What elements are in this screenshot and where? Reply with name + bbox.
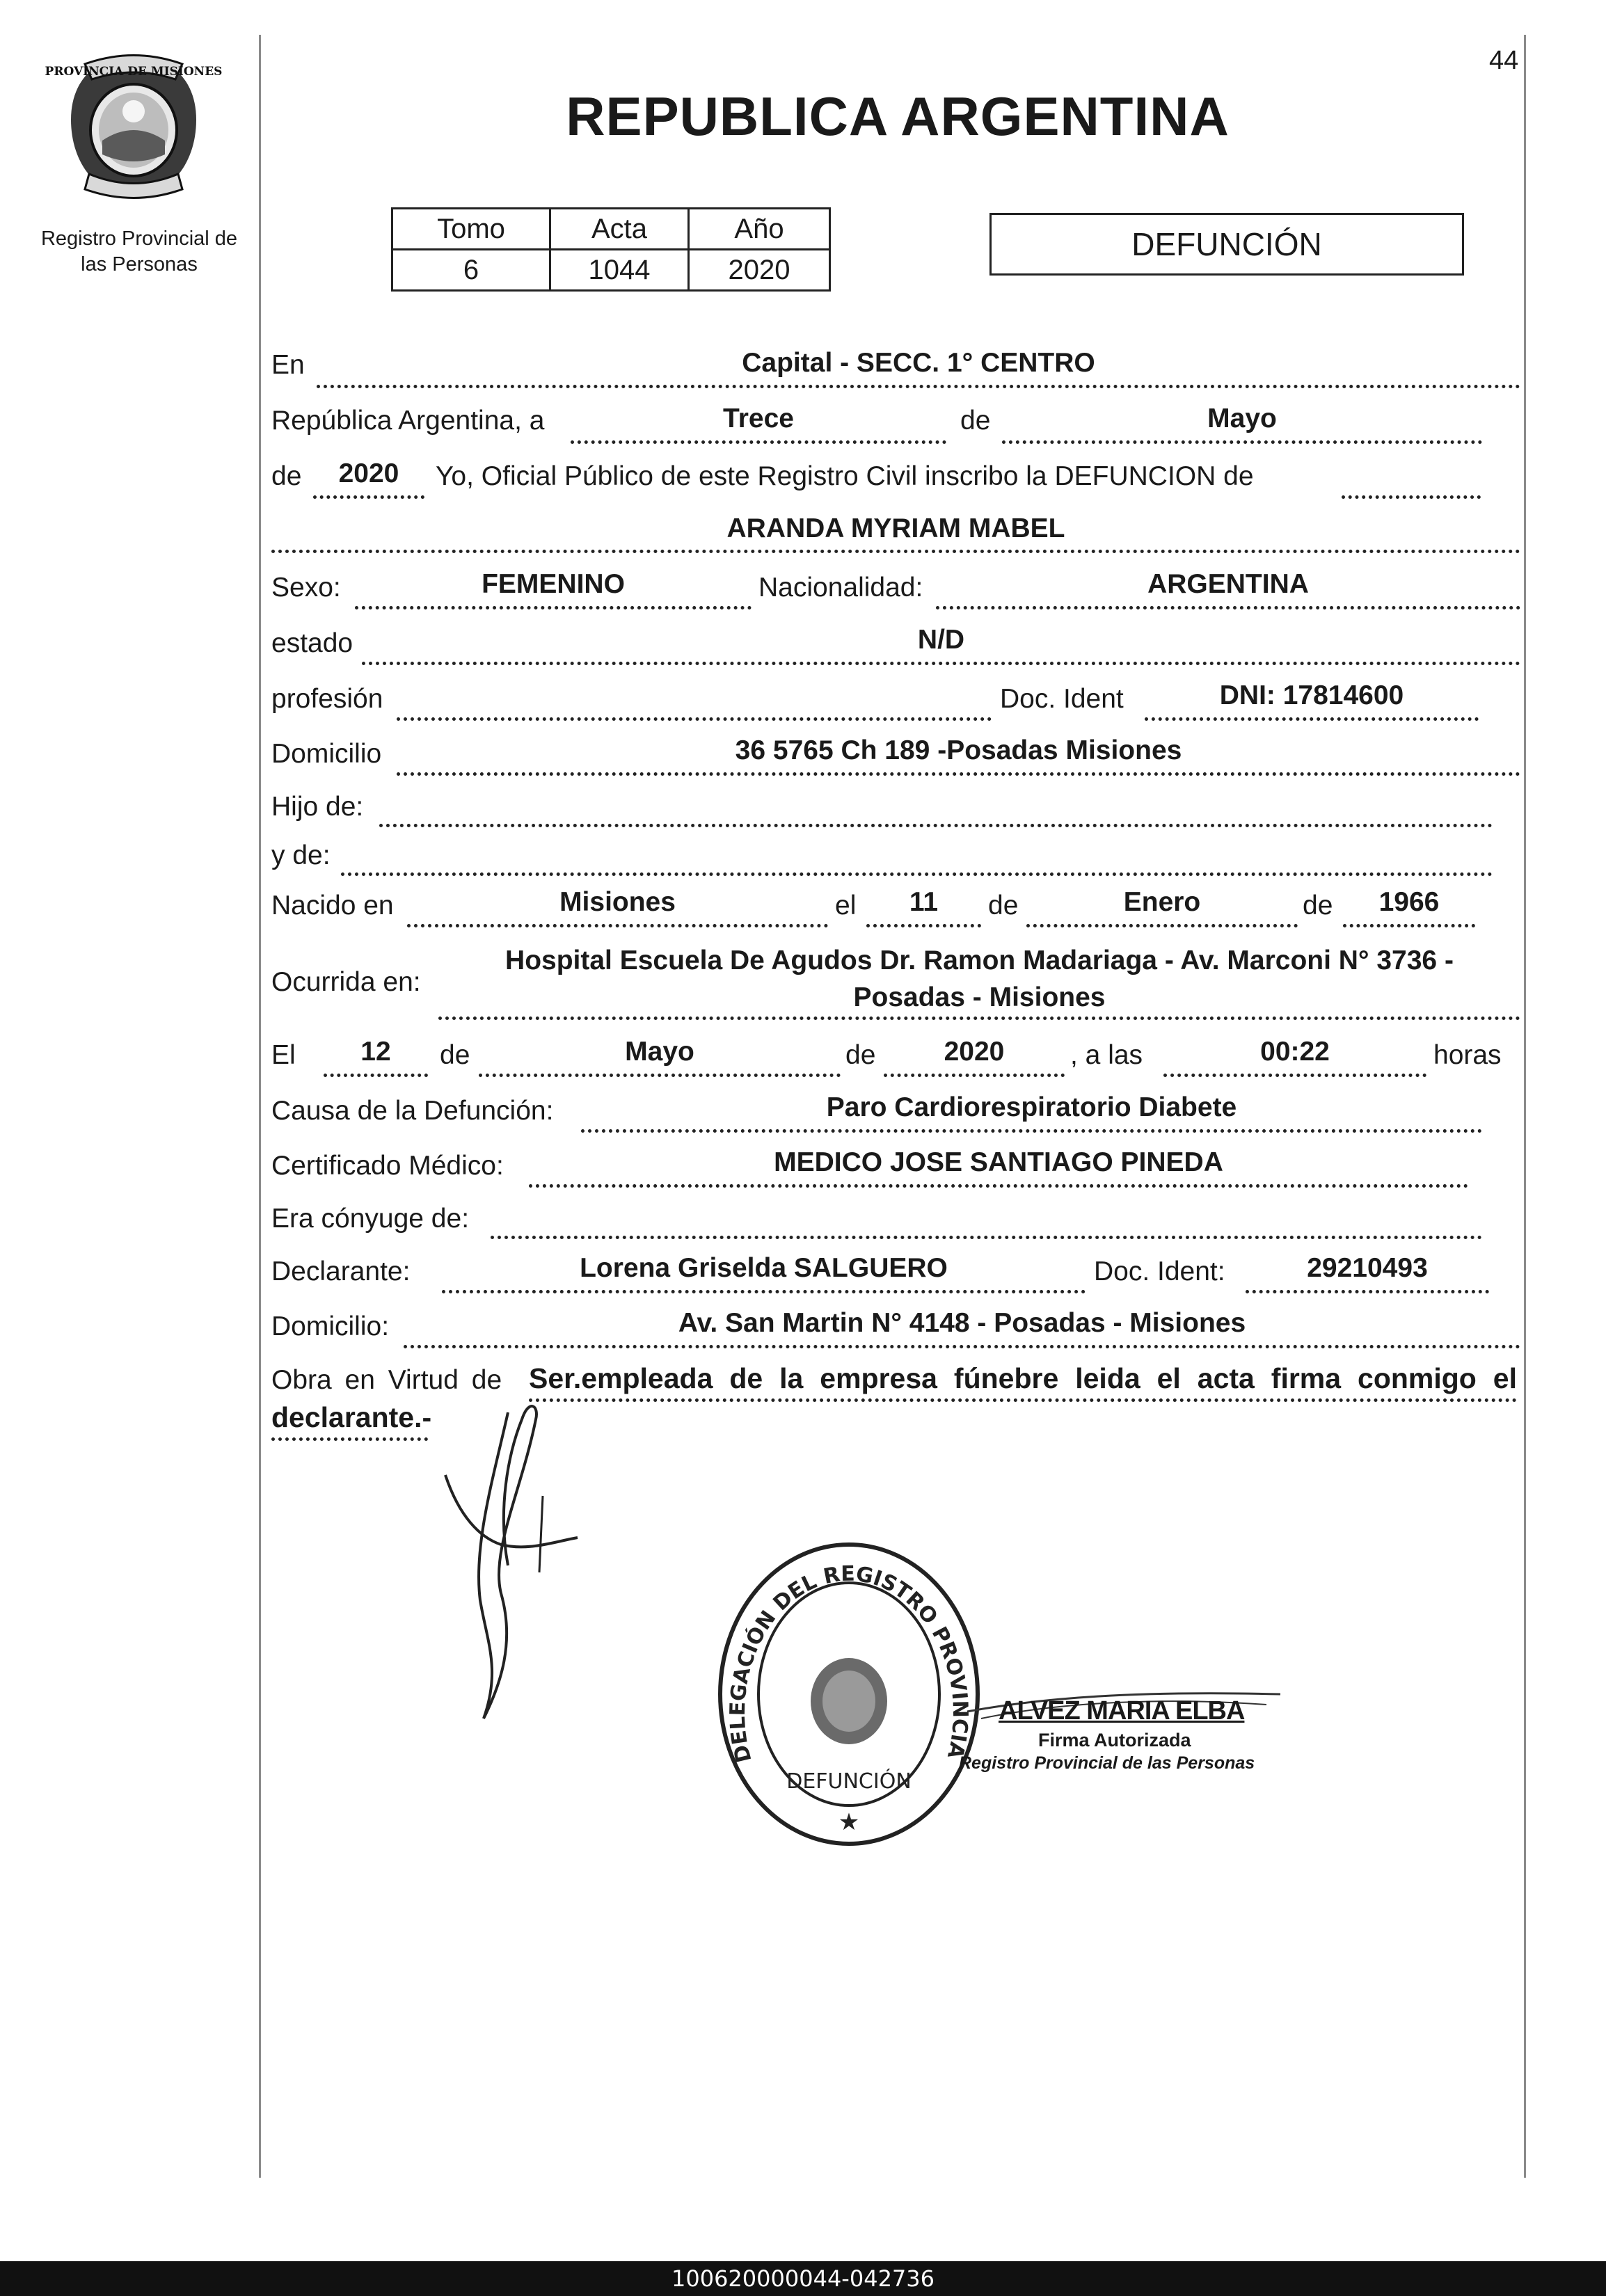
deceased-name: ARANDA MYRIAM MABEL	[726, 513, 1065, 543]
ocurrida-line-2: Posadas - Misiones	[853, 982, 1106, 1012]
doc-ident-dotted-line	[1145, 717, 1479, 721]
death-month-dotted-line	[479, 1074, 841, 1077]
doc-ident-2-label: Doc. Ident:	[1094, 1257, 1225, 1286]
day-dotted-line	[571, 440, 946, 444]
nacionalidad-dotted-line	[936, 606, 1520, 609]
obra-dotted-line-1	[529, 1398, 1517, 1402]
doc-ident-value: DNI: 17814600	[1219, 680, 1404, 710]
doc-ident-2-value: 29210493	[1307, 1253, 1428, 1283]
certificado-value: MEDICO JOSE SANTIAGO PINEDA	[774, 1147, 1223, 1177]
birth-day: 11	[909, 887, 939, 917]
birth-day-dotted-line	[866, 924, 981, 927]
causa-value: Paro Cardiorespiratorio Diabete	[826, 1092, 1237, 1122]
footer-code-bar: 100620000044-042736	[0, 2261, 1606, 2296]
declarant-signature	[418, 1392, 598, 1739]
hijo-dotted-line	[379, 824, 1493, 827]
page-number: 44	[1489, 46, 1519, 75]
hijo-label: Hijo de:	[271, 792, 364, 822]
registry-line-1: Registro Provincial de	[40, 228, 238, 250]
signer-role: Firma Autorizada	[1038, 1730, 1191, 1751]
causa-label: Causa de la Defunción:	[271, 1096, 554, 1126]
registry-name	[28, 226, 251, 278]
anio-value: 2020	[689, 250, 830, 291]
anio-header: Año	[689, 209, 830, 250]
declarante-dotted-line	[442, 1290, 1086, 1293]
domicilio-2-dotted-line	[404, 1345, 1520, 1348]
emblem-top-text: PROVINCIA DE MISIONES	[45, 65, 223, 79]
tomo-value: 6	[392, 250, 550, 291]
obra-value-line-1: Ser.empleada de la empresa fúnebre leida el acta firma conmigo el	[529, 1362, 1517, 1394]
estado-value: N/D	[917, 625, 965, 655]
declarante-label: Declarante:	[271, 1257, 411, 1286]
certificado-label: Certificado Médico:	[271, 1151, 504, 1181]
ocurrida-line-1: Hospital Escuela De Agudos Dr. Ramon Madariaga - Av. Marconi N° 3736 -	[505, 946, 1454, 975]
el-2-label: El	[271, 1040, 296, 1070]
en-dotted-line	[317, 385, 1520, 388]
nacido-label: Nacido en	[271, 891, 394, 920]
year-dotted-line	[313, 495, 424, 499]
profesion-dotted-line	[397, 717, 992, 721]
birth-year-dotted-line	[1343, 924, 1475, 927]
y-de-dotted-line	[341, 872, 1493, 876]
declarante-value: Lorena Griselda SALGUERO	[580, 1253, 948, 1283]
de-label-2: de	[271, 461, 302, 491]
stamp-ring-text: DELEGACIÓN DEL REGISTRO PROVINCIA	[725, 1561, 973, 1765]
obra-value-line-2: declarante.-	[271, 1401, 432, 1433]
svg-text:★: ★	[838, 1809, 860, 1835]
oficial-text: Yo, Oficial Público de este Registro Civil inscribo la DEFUNCION de	[436, 461, 1254, 491]
nacionalidad-value: ARGENTINA	[1147, 569, 1309, 599]
month-dotted-line	[1002, 440, 1482, 444]
domicilio-label: Domicilio	[271, 739, 382, 769]
estado-dotted-line	[362, 662, 1520, 665]
sexo-label: Sexo:	[271, 573, 341, 603]
domicilio-2-value: Av. San Martin N° 4148 - Posadas - Misiones	[678, 1308, 1246, 1338]
acta-value: 1044	[550, 250, 689, 291]
document-title: REPUBLICA ARGENTINA	[566, 86, 1230, 147]
doc-ident-2-dotted-line	[1246, 1290, 1489, 1293]
nacido-dotted-line	[407, 924, 828, 927]
oficial-dotted-line	[1342, 495, 1481, 499]
obra-dotted-line-2	[271, 1437, 428, 1441]
domicilio-dotted-line	[397, 772, 1520, 776]
nacido-value: Misiones	[559, 887, 676, 917]
el-label: el	[835, 891, 857, 920]
acta-header: Acta	[550, 209, 689, 250]
en-label: En	[271, 350, 305, 380]
year-value: 2020	[338, 459, 399, 488]
domicilio-value: 36 5765 Ch 189 -Posadas Misiones	[735, 735, 1182, 765]
death-day-dotted-line	[324, 1074, 428, 1077]
death-day: 12	[360, 1037, 391, 1067]
birth-de-label-2: de	[1303, 891, 1333, 920]
de-label-1: de	[960, 406, 991, 436]
death-time-dotted-line	[1163, 1074, 1426, 1077]
left-margin-line	[259, 35, 261, 2178]
horas-label: horas	[1433, 1040, 1502, 1070]
reference-header-row	[392, 209, 830, 250]
domicilio-2-label: Domicilio:	[271, 1312, 390, 1341]
death-time: 00:22	[1260, 1037, 1330, 1067]
republica-label: República Argentina, a	[271, 406, 545, 436]
right-margin-line	[1524, 35, 1526, 2178]
certificado-dotted-line	[529, 1184, 1468, 1188]
ocurrida-dotted-line	[438, 1017, 1520, 1020]
obra-label: Obra en Virtud de	[271, 1365, 502, 1395]
ocurrida-label: Ocurrida en:	[271, 967, 421, 997]
day-value: Trece	[723, 404, 794, 433]
registry-line-2: las Personas	[81, 253, 198, 276]
en-value: Capital - SECC. 1° CENTRO	[742, 348, 1095, 378]
registry-stamp	[703, 1531, 995, 1851]
sexo-value: FEMENINO	[482, 569, 625, 599]
signer-organization: Registro Provincial de las Personas	[959, 1753, 1255, 1773]
doc-ident-label: Doc. Ident	[1000, 684, 1124, 714]
month-value: Mayo	[1207, 404, 1277, 433]
a-las-label: , a las	[1070, 1040, 1143, 1070]
birth-month: Enero	[1123, 887, 1201, 917]
death-month: Mayo	[625, 1037, 694, 1067]
death-de-label-1: de	[440, 1040, 470, 1070]
conyuge-label: Era cónyuge de:	[271, 1204, 470, 1234]
y-de-label: y de:	[271, 840, 331, 870]
conyuge-dotted-line	[491, 1236, 1482, 1239]
tomo-header: Tomo	[392, 209, 550, 250]
reference-table	[391, 207, 831, 292]
sexo-dotted-line	[355, 606, 752, 609]
birth-year: 1966	[1378, 887, 1440, 917]
stamp-inner-text: DEFUNCIÓN	[786, 1769, 912, 1794]
profesion-label: profesión	[271, 684, 383, 714]
name-dotted-line	[271, 550, 1520, 553]
reference-value-row	[392, 250, 830, 291]
document-type-box: DEFUNCIÓN	[989, 213, 1464, 276]
birth-de-label-1: de	[988, 891, 1019, 920]
birth-month-dotted-line	[1026, 924, 1298, 927]
province-emblem	[45, 50, 223, 203]
death-year: 2020	[944, 1037, 1005, 1067]
causa-dotted-line	[581, 1129, 1482, 1133]
estado-label: estado	[271, 628, 353, 658]
death-year-dotted-line	[884, 1074, 1065, 1077]
signer-name: ALVEZ MARIA ELBA	[999, 1696, 1245, 1725]
nacionalidad-label: Nacionalidad:	[758, 573, 923, 603]
death-de-label-2: de	[845, 1040, 876, 1070]
